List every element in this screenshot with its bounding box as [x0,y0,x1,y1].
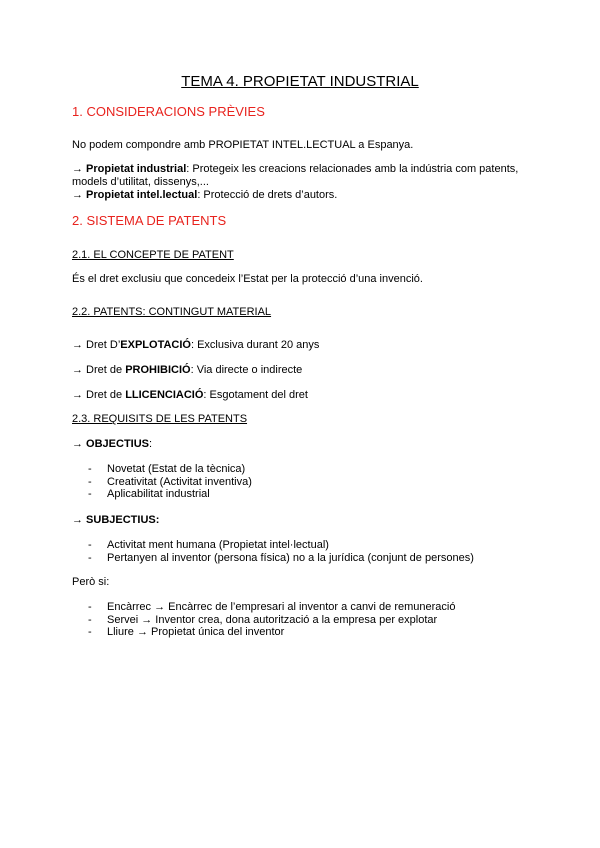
exceptions-intro: Però si: [72,576,110,588]
right-prohibition-prefix: → Dret de [72,364,126,376]
document-title: TEMA 4. PROPIETAT INDUSTRIAL [181,73,419,90]
list-item: - Aplicabilitat industrial [88,488,252,501]
right-licensing-text: : Esgotament del dret [203,389,308,401]
right-licensing-prefix: → Dret de [72,389,126,401]
list-item: - Activitat ment humana (Propietat intel·lectual) [88,539,474,552]
right-exploitation-text: : Exclusiva durant 20 anys [190,339,320,351]
objective-requirements-heading [72,438,532,451]
subheading-patent-concept: 2.1. EL CONCEPTE DE PATENT [72,249,234,261]
objective-requirements-colon: : [149,438,153,450]
intellectual-property-text: : Protecció de drets d’autors. [197,189,338,201]
right-licensing-term: LLICENCIACIÓ [125,389,204,401]
section-heading-considerations: 1. CONSIDERACIONS PRÈVIES [72,104,265,119]
right-licensing [72,389,532,402]
objective-requirements-list [88,463,252,501]
patent-concept-paragraph: És el dret exclusiu que concedeix l’Estat per la protecció d’una invenció. [72,273,423,285]
exceptions-list [88,601,456,639]
intro-paragraph: No podem compondre amb PROPIETAT INTEL.LECTUAL a Espanya. [72,139,414,151]
subjective-requirements-term: → SUBJECTIUS: [72,514,160,526]
intellectual-property-term: → Propietat intel.lectual [72,189,198,201]
industrial-property-term: → Propietat industrial [72,163,187,175]
list-item: - Servei → Inventor crea, dona autorització a la empresa per explotar [88,614,456,627]
right-exploitation-term: EXPLOTACIÓ [120,339,191,351]
list-item: - Novetat (Estat de la tècnica) [88,463,252,476]
objective-requirements-term: → OBJECTIUS [72,438,150,450]
right-exploitation [72,339,532,352]
right-prohibition-text: : Via directe o indirecte [190,364,303,376]
industrial-property-text: : Protegeix les creacions relacionades amb la indústria com patents, models d’utilitat, dissenys,... [72,163,519,188]
subjective-requirements-heading [72,514,532,527]
subheading-requirements: 2.3. REQUISITS DE LES PATENTS [72,413,248,425]
subheading-material-content: 2.2. PATENTS: CONTINGUT MATERIAL [72,306,272,318]
subjective-requirements-list [88,539,474,564]
list-item: - Lliure → Propietat única del inventor [88,626,456,639]
right-prohibition [72,364,532,377]
section-heading-patents: 2. SISTEMA DE PATENTS [72,213,227,228]
intellectual-property-definition [72,189,532,202]
right-exploitation-prefix: → Dret D’ [72,339,121,351]
list-item: - Pertanyen al inventor (persona física) no a la jurídica (conjunt de persones) [88,552,474,565]
list-item: - Encàrrec → Encàrrec de l’empresari al inventor a canvi de remuneració [88,601,456,614]
right-prohibition-term: PROHIBICIÓ [125,364,191,376]
list-item: - Creativitat (Activitat inventiva) [88,476,252,489]
industrial-property-definition [72,163,532,189]
